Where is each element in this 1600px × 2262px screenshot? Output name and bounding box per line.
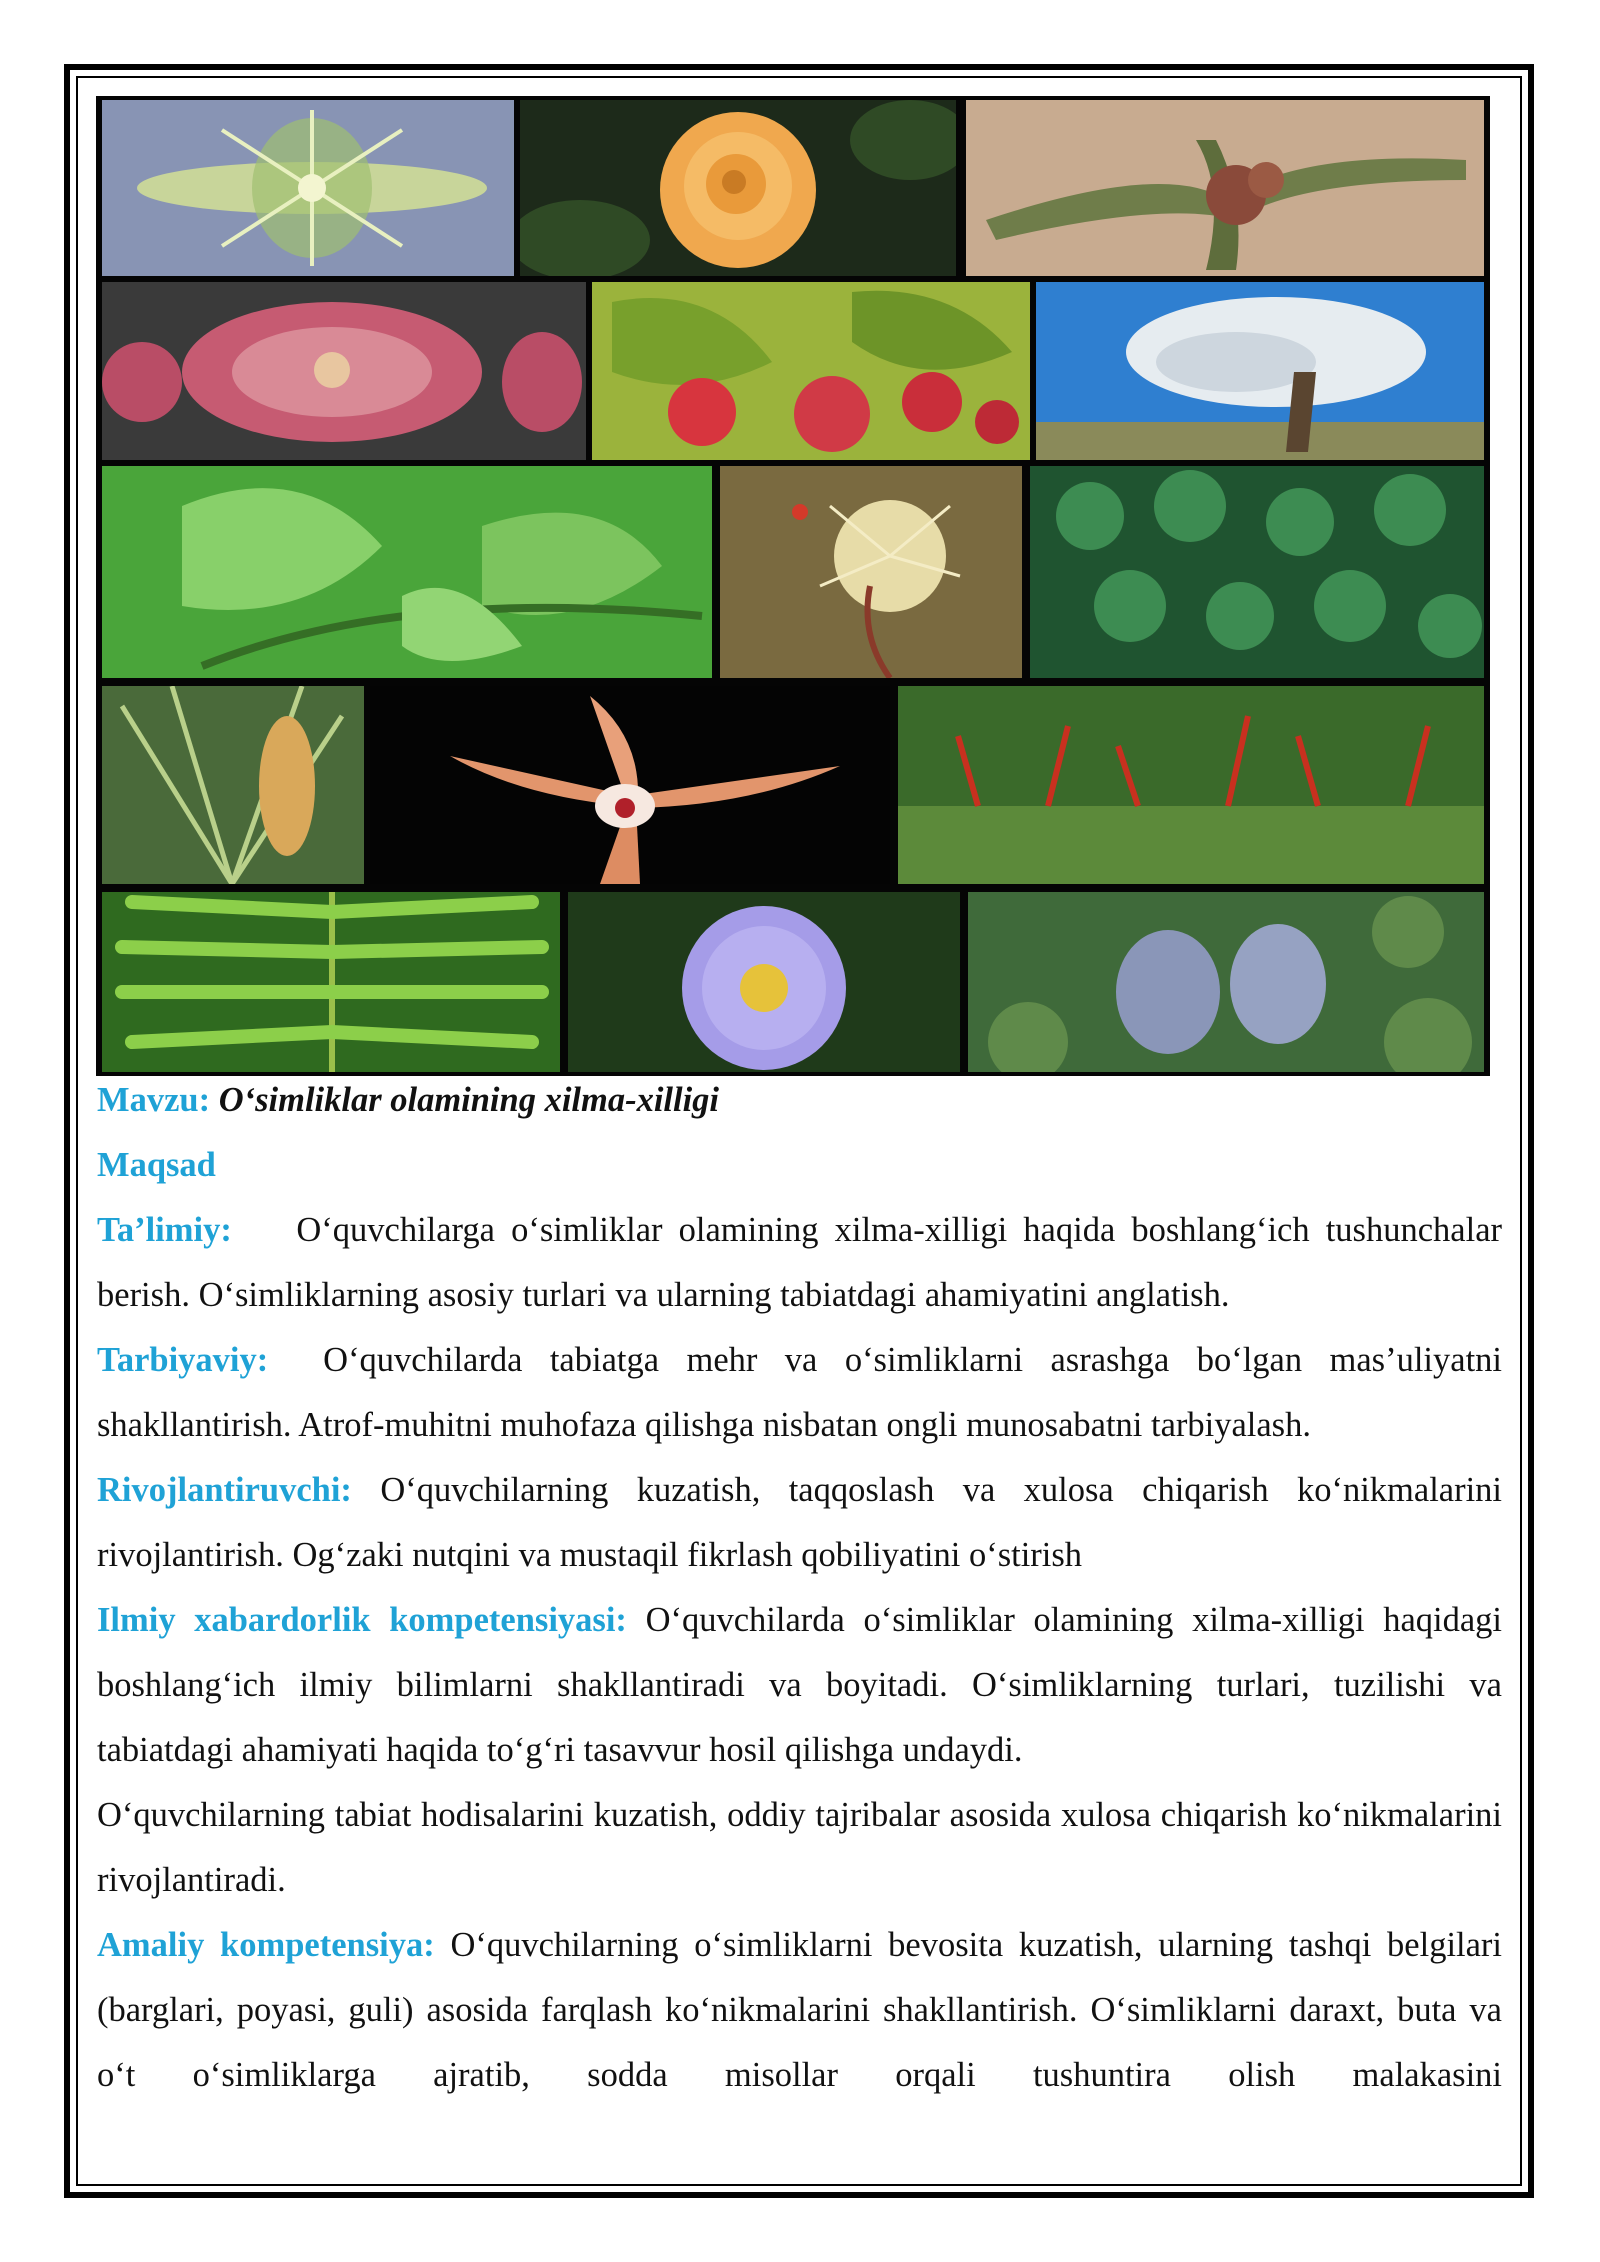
topic-label: Mavzu:: [97, 1081, 211, 1119]
aster-icon: [568, 892, 960, 1072]
topic-title: O‘simliklar olamining xilma-xilligi: [218, 1081, 720, 1119]
diatom-icon: [102, 100, 514, 276]
stamen-flower-icon: [720, 466, 1022, 678]
topic-line: [97, 1068, 1502, 1133]
clover-icon: [1030, 466, 1484, 678]
educational-paragraph: [97, 1198, 1502, 1328]
fern-icon: [102, 892, 560, 1072]
practical-text: O‘quvchilarning o‘simliklarni bevosita kuzatish, ularning tashqi belgilari (barglari, poyasi, guli) asosida farqlash ko‘nikmalarini shakllantirish. O‘simliklarni daraxt, buta va o‘t o‘simliklarga ajratib, sodda misollar orqali tushuntira olish malakasini: [97, 1926, 1503, 2094]
scientific-text: O‘quvchilarda o‘simliklar olamining xilma-xilligi haqidagi boshlang‘ich ilmiy bilimlarni shakllantiradi va boyitadi. O‘simliklarning turlari, tuzilishi va tabiatdagi ahamiyati haqida to‘g‘ri tasavvur hosil qilishga undaydi.: [97, 1601, 1503, 1769]
developing-paragraph: [97, 1458, 1502, 1588]
tree-icon: [1036, 282, 1484, 460]
educational-text: O‘quvchilarga o‘simliklar olamining xilma-xilligi haqida boshlang‘ich tushunchalar berish. O‘simliklarning asosiy turlari va ularning tabiatdagi ahamiyatini anglatish.: [97, 1211, 1502, 1314]
educational-label: Ta’limiy:: [97, 1211, 232, 1249]
scientific-continuation-paragraph: [97, 1783, 1502, 1913]
raspberry-icon: [592, 282, 1030, 460]
sundew-icon: [102, 282, 586, 460]
upbringing-paragraph: [97, 1328, 1502, 1458]
orchid-icon: [370, 686, 890, 884]
scientific-paragraph: [97, 1588, 1502, 1783]
lesson-plan-text: [97, 1068, 1502, 2108]
practical-paragraph: [97, 1913, 1502, 2108]
rose-icon: [520, 100, 956, 276]
scientific-continuation-text: O‘quvchilarning tabiat hodisalarini kuzatish, oddiy tajribalar asosida xulosa chiqarish ko‘nikmalarini rivojlantiradi.: [97, 1796, 1502, 1899]
goal-heading: [97, 1133, 1502, 1198]
desert-plant-icon: [966, 100, 1484, 276]
plant-collage: [96, 96, 1490, 1076]
ginkgo-leaf-icon: [102, 466, 712, 678]
practical-label: Amaliy kompetensiya:: [97, 1926, 435, 1964]
upbringing-text: O‘quvchilarda tabiatga mehr va o‘simliklarni asrashga bo‘lgan mas’uliyatni shakllantirish. Atrof-muhitni muhofaza qilishga nisbatan ongli munosabatni tarbiyalash.: [97, 1341, 1502, 1444]
cycad-icon: [102, 686, 364, 884]
moss-icon: [898, 686, 1484, 884]
fir-cone-icon: [968, 892, 1484, 1072]
developing-text: O‘quvchilarning kuzatish, taqqoslash va xulosa chiqarish ko‘nikmalarini rivojlantirish. Og‘zaki nutqini va mustaqil fikrlash qobiliyatini o‘stirish: [97, 1471, 1502, 1574]
developing-label: Rivojlantiruvchi:: [97, 1471, 352, 1509]
upbringing-label: Tarbiyaviy:: [97, 1341, 269, 1379]
goal-label: Maqsad: [97, 1146, 216, 1184]
scientific-label: Ilmiy xabardorlik kompetensiyasi:: [97, 1601, 627, 1639]
